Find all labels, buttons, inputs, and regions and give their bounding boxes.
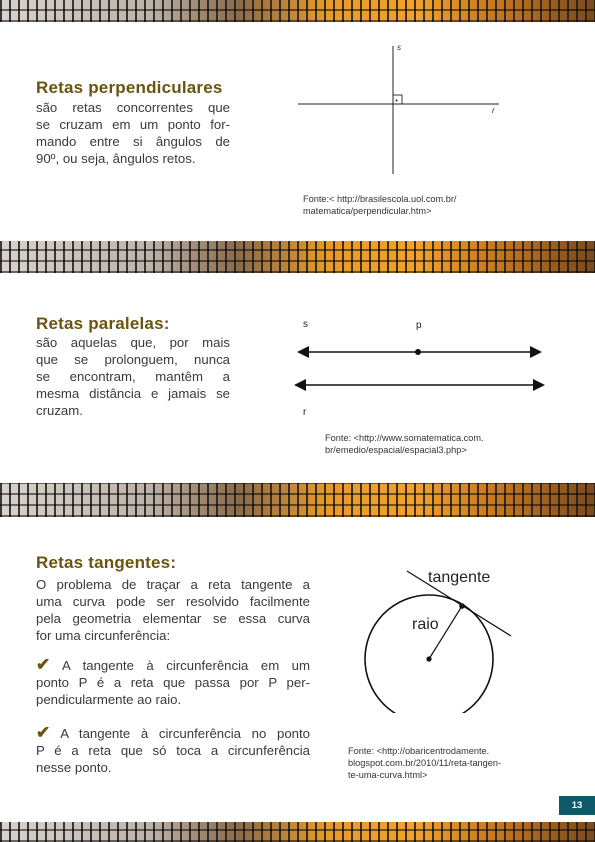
label-s: s <box>397 43 401 52</box>
label-tangente: tangente <box>428 569 491 586</box>
perpendicular-lines-diagram <box>295 40 505 180</box>
parallel-lines-diagram <box>290 312 552 420</box>
tangentes-intro: O problema de traçar a reta tangente a uma curva pode ser resolvido facilmente pela geometria elementar se essa curva for uma circunferência: <box>36 577 310 643</box>
source-perpendiculares: Fonte:< http://brasilescola.uol.com.br/ matematica/perpendicular.htm> <box>303 194 457 216</box>
source-paralelas: Fonte: <http://www.somatematica.com. br/emedio/espacial/espacial3.php> <box>325 433 484 455</box>
decorative-band-bottom <box>0 822 595 842</box>
tangentes-item-1: ✔ A tangente à circunferência em um ponto P é a reta que passa por P per- pendicularmente ao raio. <box>36 655 310 707</box>
paralelas-text: são aquelas que, por mais que se prolonguem, nunca se encontram, mantêm a mesma distância e jamais se cruzam. <box>36 335 230 418</box>
check-icon: ✔ <box>36 723 51 742</box>
perpendiculares-text: são retas concorrentes que se cruzam em um ponto for- mando entre si ângulos de 90º, ou seja, ângulos retos. <box>36 100 230 166</box>
tangentes-item-2: ✔ A tangente à circunferência no ponto P é a reta que só toca a circunferência nesse ponto. <box>36 723 310 775</box>
section-title-paralelas: Retas paralelas: <box>36 314 170 333</box>
label-p: p <box>416 320 422 331</box>
decorative-band-lower <box>0 483 595 517</box>
label-raio: raio <box>412 616 439 633</box>
label-r: r <box>303 407 307 418</box>
label-s: s <box>303 319 308 330</box>
source-tangentes: Fonte: <http://obaricentrodamente. blogspot.com.br/2010/11/reta-tangen- te-uma-curva.html> <box>348 746 502 780</box>
tangent-circle-diagram <box>360 563 520 713</box>
page-number: 13 <box>559 796 595 815</box>
check-icon: ✔ <box>36 655 51 674</box>
section-title-tangentes: Retas tangentes: <box>36 553 177 572</box>
decorative-band-middle <box>0 241 595 273</box>
decorative-band-top <box>0 0 595 22</box>
label-r: r <box>492 106 495 115</box>
section-title-perpendiculares: Retas perpendiculares <box>36 78 223 97</box>
